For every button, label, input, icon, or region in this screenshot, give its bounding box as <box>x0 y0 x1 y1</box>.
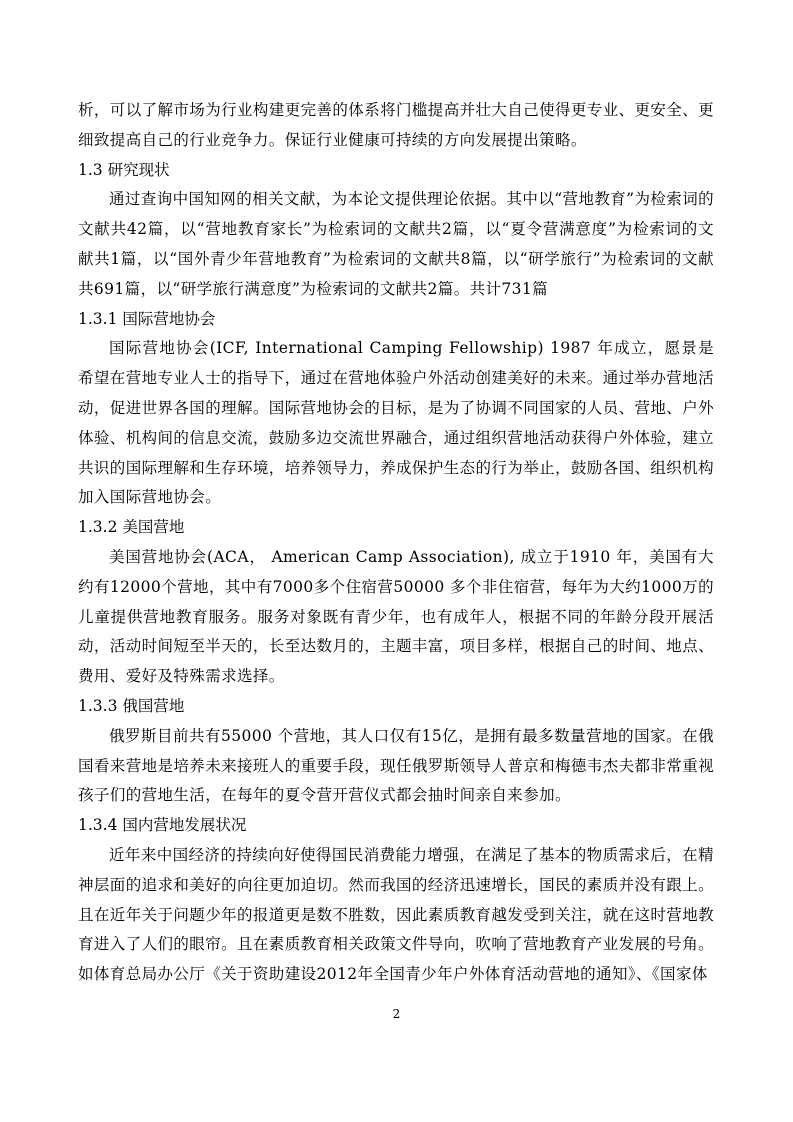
section-heading: 1.3.3 俄国营地 <box>78 696 185 715</box>
paragraph: 国际营地协会(ICF, International Camping Fellowship) 1987 年成立，愿景是希望在营地专业人士的指导下，通过在营地体验户外活动创建美好的未来。通过举办营地活动，促进世界各国的理解。国际营地协会的目标，是为了协调不同国家的人员、营地、户外体验、机构间的信息交流，鼓励多边交流世界融合，通过组织营地活动获得户外体验，建立共识的国际理解和生存环境，培养领导力，养成保护生态的行为举止，鼓励各国、组织机构加入国际营地协会。 <box>78 339 715 507</box>
document-body <box>78 96 714 990</box>
paragraph: 近年来中国经济的持续向好使得国民消费能力增强，在满足了基本的物质需求后，在精神层面的追求和美好的向往更加迫切。然而我国的经济迅速增长，国民的素质并没有跟上。且在近年关于问题少年的报道更是数不胜数，因此素质教育越发受到关注，就在这时营地教育进入了人们的眼帘。且在素质教育相关政策文件导向，吹响了营地教育产业发展的号角。如体育总局办公厅《关于资助建设2012年全国青少年户外体育活动营地的通知》、《国家体 <box>78 845 715 984</box>
section-heading: 1.3.4 国内营地发展状况 <box>78 816 247 835</box>
page-number: 2 <box>392 1007 401 1021</box>
paragraph: 美国营地协会(ACA， American Camp Association), 成立于1910 年，美国有大约有12000个营地，其中有7000多个住宿营50000 多个非住宿营，每年为大约1000万的儿童提供营地教育服务。服务对象既有青少年，也有成年人，根据不同的年龄分段开展活动，活动时间短至半天的，长至达数月的，主题丰富，项目多样，根据自己的时间、地点、费用、爱好及特殊需求选择。 <box>78 547 715 686</box>
section-heading: 1.3.2 美国营地 <box>78 518 185 537</box>
section-heading: 1.3.1 国际营地协会 <box>78 309 216 328</box>
paragraph: 通过查询中国知网的相关文献，为本论文提供理论依据。其中以“营地教育”为检索词的文献共42篇，以“营地教育家长”为检索词的文献共2篇，以“夏令营满意度”为检索词的文献共1篇，以“国外青少年营地教育”为检索词的文献共8篇，以“研学旅行”为检索词的文献共691篇，以“研学旅行满意度”为检索词的文献共2篇。共计731篇 <box>78 190 714 298</box>
paragraph: 俄罗斯目前共有55000 个营地，其人口仅有15亿，是拥有最多数量营地的国家。在俄国看来营地是培养未来接班人的重要手段，现任俄罗斯领导人普京和梅德韦杰夫都非常重视孩子们的营地生活，在每年的夏令营开营仪式都会抽时间亲自来参加。 <box>78 726 715 805</box>
section-heading: 1.3 研究现状 <box>78 160 170 179</box>
paragraph: 析，可以了解市场为行业构建更完善的体系将门槛提高并壮大自己使得更专业、更安全、更细致提高自己的行业竞争力。保证行业健康可持续的方向发展提出策略。 <box>78 101 715 149</box>
